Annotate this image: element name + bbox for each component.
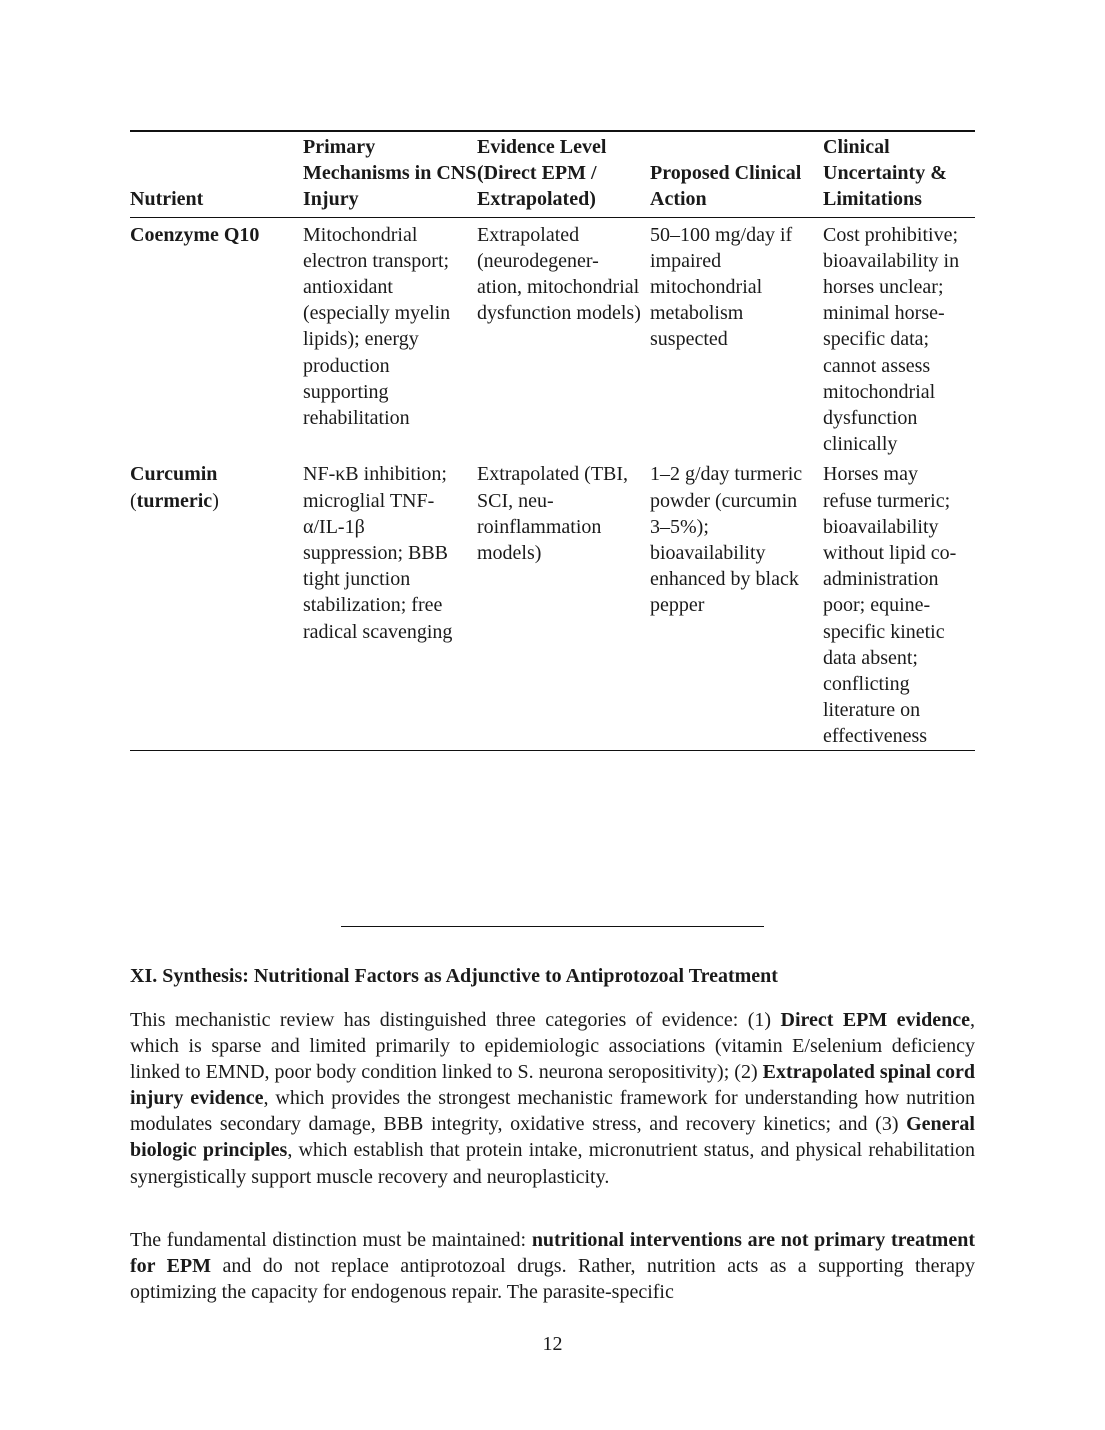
uncertainty-text: Horses may refuse turmeric; bioavailability without lipid co-administration poor; equine-specific kinetic data absent; conflicting literature on effectiveness <box>823 463 957 748</box>
text-run: The fundamental distinction must be maintained: <box>130 1229 532 1251</box>
bold-run: Extrapolated spinal cord injury evidence <box>130 1061 975 1110</box>
nutrient-alt-name: turmeric <box>136 489 213 512</box>
header-evidence <box>477 131 650 217</box>
cell-nutrient <box>130 217 303 457</box>
nutrient-name: Curcumin <box>130 463 218 486</box>
cell-mechanisms <box>303 217 477 457</box>
paragraph-distinction <box>130 1227 975 1305</box>
evidence-text: Extrapolated (neurodegener-ation, mitochondrial dysfunction models) <box>477 223 641 325</box>
text-run: , which is sparse and limited primarily to epidemiologic associations (vitamin E/selenium deficiency linked to EMND, poor body condition linked to S. neurona seropositivity); (2) <box>130 1009 975 1084</box>
action-text: 50–100 mg/day if impaired mitochondrial metabolism suspected <box>650 223 793 351</box>
action-text: 1–2 g/day turmeric powder (curcumin 3–5%); bioavailability enhanced by black pepper <box>650 463 803 617</box>
cell-action <box>650 217 823 457</box>
header-mechanisms <box>303 131 477 217</box>
bold-run: General biologic principles <box>130 1113 975 1162</box>
cell-evidence <box>477 457 650 750</box>
mechanisms-text: NF-κB inhibition; microglial TNF-α/IL-1β suppression; BBB tight junction stabilization; free radical scavenging <box>303 463 453 643</box>
cell-nutrient <box>130 457 303 750</box>
header-action-text: Proposed Clinical Action <box>650 162 802 211</box>
cell-action <box>650 457 823 750</box>
bold-run: nutritional interventions are not primary treatment for EPM <box>130 1229 975 1278</box>
header-uncertainty-text: Clinical Uncertainty & Limitations <box>823 136 947 211</box>
bold-run: Direct EPM evidence <box>780 1009 970 1031</box>
text-run: , which establish that protein intake, micronutrient status, and physical rehabilitation synergistically support muscle recovery and neuroplasticity. <box>130 1139 976 1188</box>
paragraph-evidence-categories <box>130 1007 975 1190</box>
section-divider <box>341 926 764 927</box>
text-run: and do not replace antiprotozoal drugs. Rather, nutrition acts as a supporting therapy optimizing the capacity for endogenous repair. The parasite-specific <box>130 1255 976 1304</box>
cell-uncertainty <box>823 217 975 457</box>
nutrient-name: Coenzyme Q10 <box>130 223 260 246</box>
nutrient-table <box>130 130 975 751</box>
header-nutrient: Nutrient <box>130 188 204 211</box>
cell-evidence <box>477 217 650 457</box>
header-action <box>650 131 823 217</box>
evidence-text: Extrapolated (TBI, SCI, neu-roinflammation models) <box>477 463 629 565</box>
text-run: , which provides the strongest mechanistic framework for understanding how nutrition modulates secondary damage, BBB integrity, oxidative stress, and recovery kinetics; and (3) <box>130 1087 975 1136</box>
section-heading: XI. Synthesis: Nutritional Factors as Adjunctive to Antiprotozoal Treatment <box>130 965 778 987</box>
paren-close: ) <box>212 489 219 512</box>
header-uncertainty <box>823 131 975 217</box>
cell-mechanisms <box>303 457 477 750</box>
page-number: 12 <box>542 1333 563 1355</box>
header-mechanisms-text: Primary Mechanisms in CNS Injury <box>303 136 477 211</box>
uncertainty-text: Cost prohibitive; bioavailability in horses unclear; minimal horse-specific data; cannot assess mitochondrial dysfunction clinically <box>823 223 960 456</box>
mechanisms-text: Mitochondrial electron transport; antioxidant (especially myelin lipids); energy production supporting rehabilitation <box>303 223 451 430</box>
cell-uncertainty <box>823 457 975 750</box>
table-row <box>130 217 975 457</box>
text-run: This mechanistic review has distinguished three categories of evidence: (1) <box>130 1009 781 1031</box>
paren-open: ( <box>130 489 137 512</box>
table-header-row <box>130 131 975 217</box>
header-evidence-text: Evidence Level (Direct EPM / Extrapolated) <box>477 136 607 211</box>
table-row <box>130 457 975 750</box>
